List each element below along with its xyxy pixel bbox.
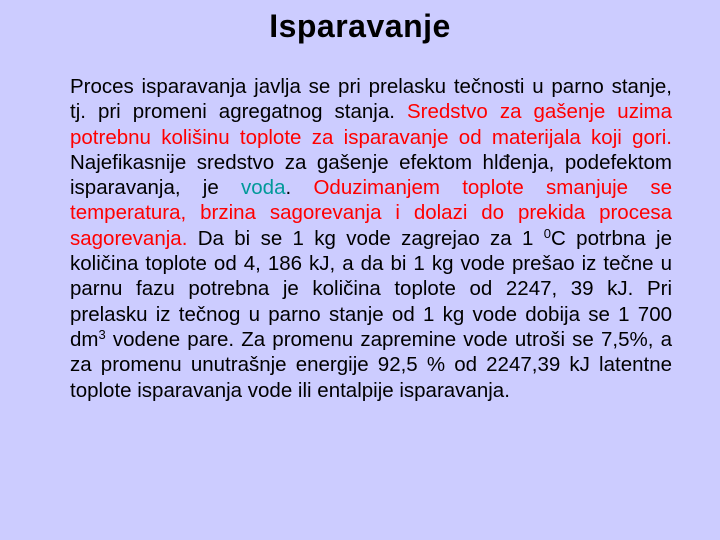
degree-superscript: 0 [543, 225, 552, 241]
highlight-extinguishing-agent: Sredstvo za gašenje uzima potrebnu kolišinu toplote za isparavanje od materijala koji gori. [70, 100, 672, 149]
cubic-superscript: 3 [98, 326, 106, 342]
highlight-water: voda [241, 176, 286, 200]
highlight-heat-removal: Oduzimanjem toplote smanjuje se temperatura, brzina sagorevanja i dolazi do prekida procesa sagorevanja. [70, 176, 672, 250]
sentence-heat-amounts: C potrbna je količina toplote od 4, 186 kJ, a da bi 1 kg vode prešao iz tečne u parnu fazu potrebna je količina toplote od 2247, 39 kJ. Pri prelasku iz tečnog u parno stanje od 1 kg vode dobija se 1 700 dm [70, 226, 672, 351]
body-paragraph [70, 74, 672, 403]
sentence-steam-volume: vodene pare. Za promenu zapremine vode utroši se 7,5%, a za promenu unutrašnje energije 92,5 % od 2247,39 kJ latentne toplote isparavanja vode ili entalpije isparavanja. [70, 327, 672, 402]
sentence-heating: Da bi se 1 kg vode zagrejao za 1 [187, 226, 544, 250]
sentence-period: . [285, 176, 314, 200]
sentence-most-effective: Najefikasnije sredstvo za gašenje efektom hlđenja, podefektom isparavanja, je [70, 150, 672, 200]
sentence-intro: Proces isparavanja javlja se pri prelasku tečnosti u parno stanje, tj. pri promeni agregatnog stanja. [70, 75, 672, 124]
slide-title: Isparavanje [269, 8, 451, 44]
